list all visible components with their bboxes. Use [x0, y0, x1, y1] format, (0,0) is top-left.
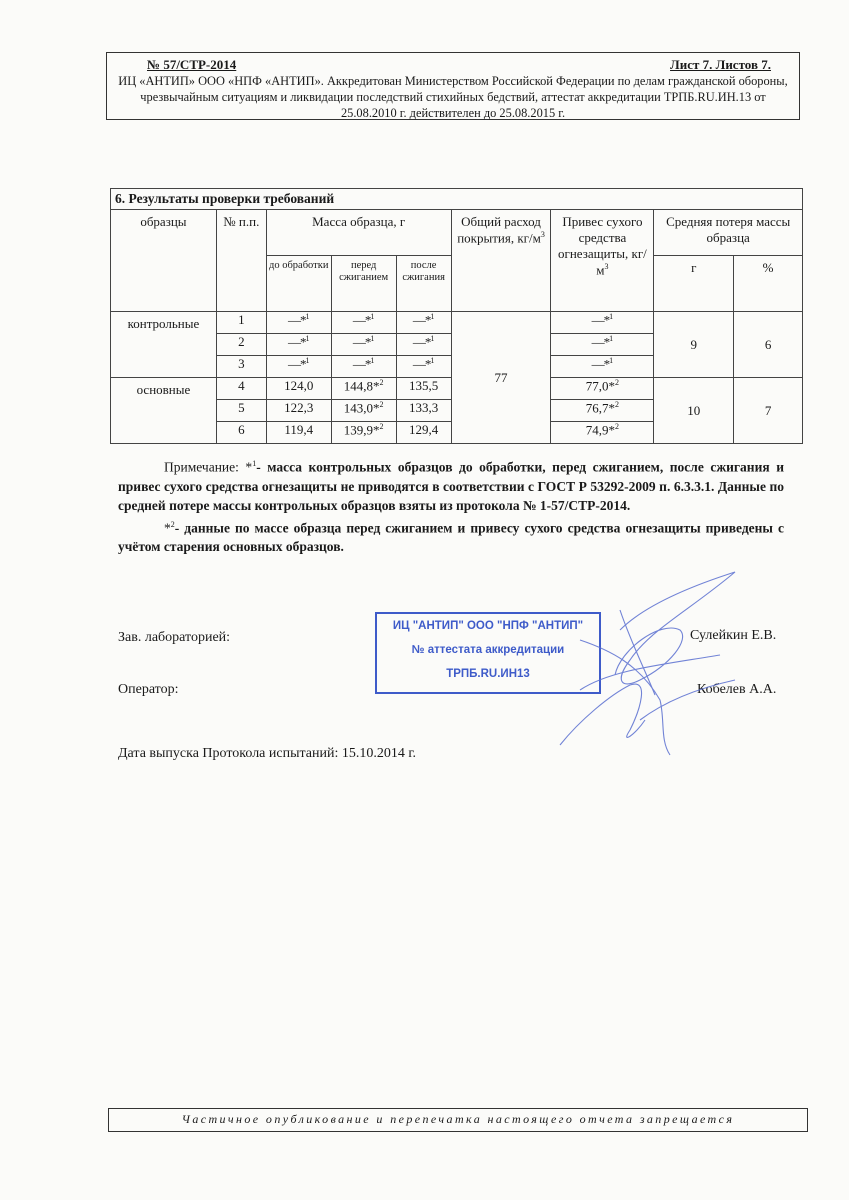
row-gain: —*$^1$	[551, 356, 654, 378]
row-gain: 76,7*$^2$	[551, 400, 654, 422]
document-footer	[108, 1108, 808, 1132]
total-rate-value: 77	[451, 312, 551, 444]
row-gain: —*$^1$	[551, 334, 654, 356]
header-mass-after-burn: после сжигания	[396, 256, 451, 312]
row-after: —*$^1$	[396, 356, 451, 378]
header-loss-pct: %	[734, 256, 803, 312]
group-control: контрольные	[111, 312, 217, 378]
row-pre: —*$^1$	[331, 334, 396, 356]
footer-text: Частичное опубликование и перепечатка настоящего отчета запрещается	[181, 1112, 735, 1126]
row-before: —*$^1$	[266, 334, 331, 356]
row-before: 122,3	[266, 400, 331, 422]
row-num: 4	[216, 378, 266, 400]
row-after: 135,5	[396, 378, 451, 400]
table-row	[111, 312, 803, 334]
row-pre: —*$^1$	[331, 312, 396, 334]
accreditation-text: ИЦ «АНТИП» ООО «НПФ «АНТИП». Аккредитован Министерством Российской Федерации по делам гражданской обороны, чрезвычайным ситуациям и ликвидации последствий стихийных бедствий, аттестат аккредитации ТРПБ.RU.ИН.13 от 25.08.2010 г. действителен до 25.08.2015 г.	[118, 74, 788, 120]
row-pre: 143,0*$^2$	[331, 400, 396, 422]
signature-icon	[520, 570, 760, 770]
stamp-line-3: ТРПБ.RU.ИН13	[446, 668, 530, 680]
stamp-line-1: ИЦ "АНТИП" ООО "НПФ "АНТИП"	[392, 620, 584, 632]
row-pre: 139,9*$^2$	[331, 422, 396, 444]
head-name: Сулейкин Е.В.	[690, 628, 777, 643]
row-num: 1	[216, 312, 266, 334]
row-before: —*$^1$	[266, 312, 331, 334]
row-gain: —*$^1$	[551, 312, 654, 334]
main-loss-pct: 7	[734, 378, 803, 444]
issue-date: Дата выпуска Протокола испытаний: 15.10.2014 г.	[118, 746, 417, 761]
row-gain: 74,9*$^2$	[551, 422, 654, 444]
document-header	[106, 52, 800, 120]
header-mass-before: до обработки	[266, 256, 331, 312]
table-title: 6. Результаты проверки требований	[111, 189, 803, 210]
header-samples: образцы	[111, 210, 217, 312]
header-total-rate: Общий расход покрытия, $кг/м^3$	[451, 210, 551, 312]
row-num: 3	[216, 356, 266, 378]
header-mass-pre-burn: перед сжиганием	[331, 256, 396, 312]
row-num: 2	[216, 334, 266, 356]
row-num: 5	[216, 400, 266, 422]
row-pre: 144,8*$^2$	[331, 378, 396, 400]
row-gain: 77,0*$^2$	[551, 378, 654, 400]
protocol-number: № 57/СТР-2014	[147, 57, 237, 72]
control-loss-g: 9	[654, 312, 734, 378]
row-after: 133,3	[396, 400, 451, 422]
row-before: 124,0	[266, 378, 331, 400]
sheet-number: Лист 7. Листов 7.	[670, 57, 771, 72]
header-mass: Масса образца, г	[266, 210, 451, 256]
control-loss-pct: 6	[734, 312, 803, 378]
row-after: 129,4	[396, 422, 451, 444]
row-before: 119,4	[266, 422, 331, 444]
table-note	[118, 454, 784, 556]
row-after: —*$^1$	[396, 312, 451, 334]
header-num: № п.п.	[216, 210, 266, 312]
stamp-line-2: № аттестата аккредитации	[411, 644, 565, 656]
note-2: *$^2$- данные по массе образца перед сжиганием и привесу сухого средства огнезащиты приведены с учётом старения основных образцов.	[118, 519, 784, 554]
header-loss-g: г	[654, 256, 734, 312]
operator-name: Кобелев А.А.	[697, 682, 777, 697]
row-pre: —*$^1$	[331, 356, 396, 378]
group-main: основные	[111, 378, 217, 444]
results-table	[110, 188, 803, 444]
row-after: —*$^1$	[396, 334, 451, 356]
main-loss-g: 10	[654, 378, 734, 444]
operator-label: Оператор:	[118, 682, 179, 697]
row-before: —*$^1$	[266, 356, 331, 378]
header-avg-loss: Средняя потеря массы образца	[654, 210, 803, 256]
header-dry-gain: Привес сухого средства огнезащиты, $кг/м^3$	[551, 210, 654, 312]
note-1: Примечание: *$^1$- масса контрольных образцов до обработки, перед сжиганием, после сжигания и привес сухого средства огнезащиты не приводятся в соответствии с ГОСТ Р 53292-2009 п. 6.3.3.1. Данные по средней потере массы контрольных образцов взяты из протокола № 1-57/СТР-2014.	[118, 459, 784, 513]
head-label: Зав. лабораторией:	[118, 630, 231, 645]
row-num: 6	[216, 422, 266, 444]
